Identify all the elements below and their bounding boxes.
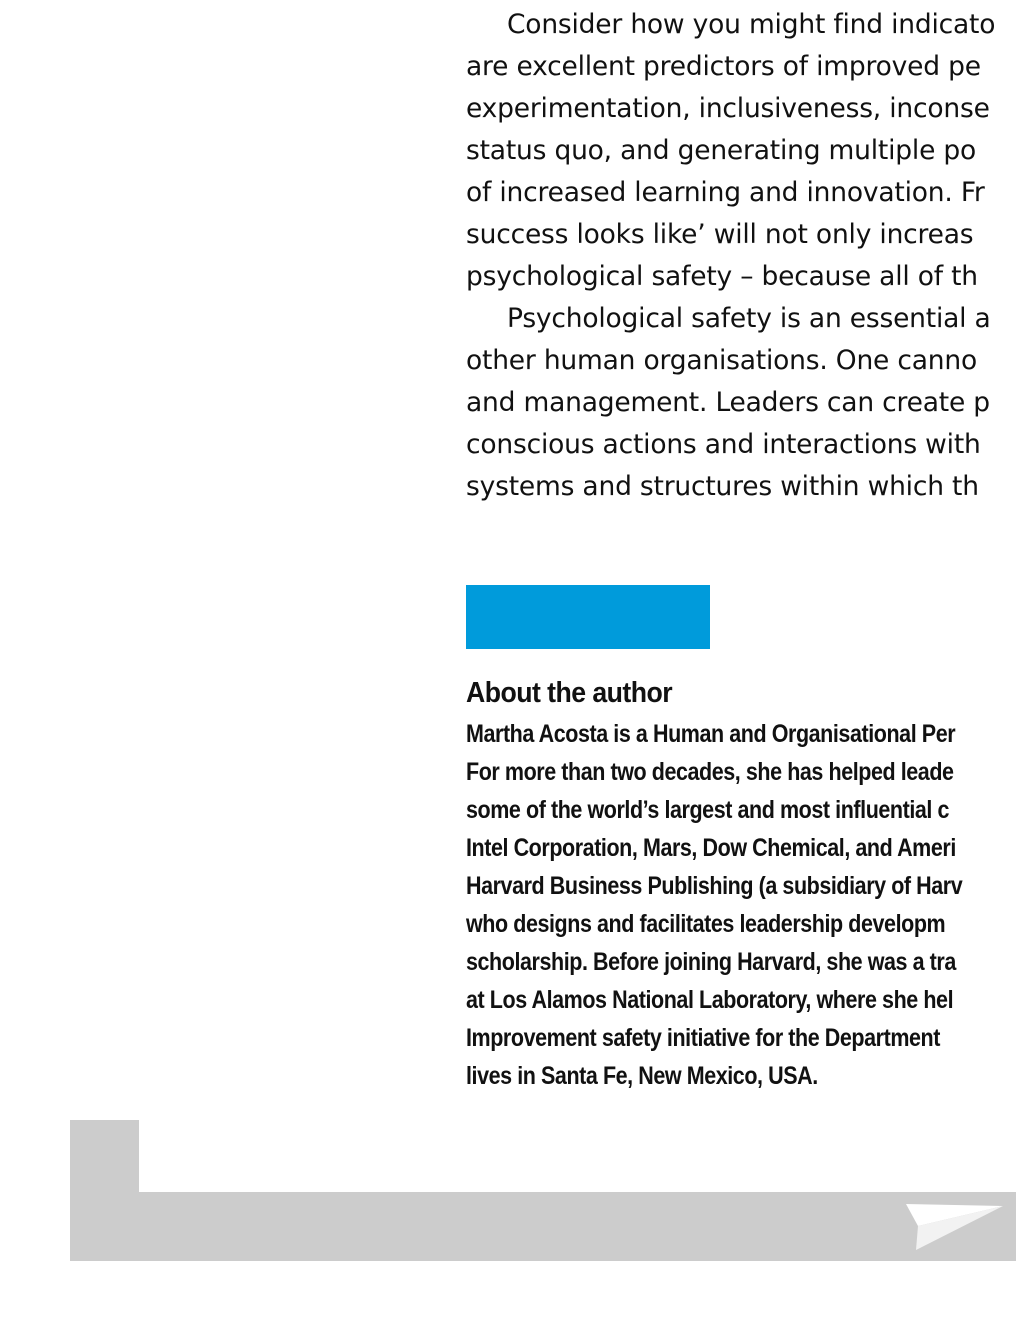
text-line: of increased learning and innovation. Fr <box>466 177 985 208</box>
article-body <box>466 0 1024 508</box>
footer-band <box>70 1120 1016 1261</box>
text-line: Consider how you might find indicato <box>507 9 996 40</box>
text-line: status quo, and generating multiple po <box>466 135 977 166</box>
author-heading: About the author <box>466 677 673 709</box>
bio-line: Intel Corporation, Mars, Dow Chemical, and Ameri <box>466 834 956 862</box>
paragraph-1 <box>466 0 1024 298</box>
text-line: Psychological safety is an essential a <box>507 303 991 334</box>
text-line: are excellent predictors of improved pe <box>466 51 981 82</box>
text-line: other human organisations. One canno <box>466 345 977 376</box>
text-line: psychological safety – because all of th <box>466 261 978 292</box>
text-line: and management. Leaders can create p <box>466 387 990 418</box>
bio-line: Martha Acosta is a Human and Organisational Per <box>466 720 956 748</box>
bio-line: Harvard Business Publishing (a subsidiary of Harv <box>466 872 963 900</box>
accent-bar <box>466 585 710 649</box>
paragraph-2 <box>466 298 1024 508</box>
bio-line: who designs and facilitates leadership developm <box>466 910 946 938</box>
bio-line: scholarship. Before joining Harvard, she was a tra <box>466 948 956 976</box>
text-line: conscious actions and interactions with <box>466 429 981 460</box>
bio-line: For more than two decades, she has helped leade <box>466 758 954 786</box>
text-line: experimentation, inclusiveness, inconse <box>466 93 990 124</box>
bio-line: at Los Alamos National Laboratory, where she hel <box>466 986 954 1014</box>
bio-line: Improvement safety initiative for the Department <box>466 1024 940 1052</box>
bio-line: lives in Santa Fe, New Mexico, USA. <box>466 1062 818 1090</box>
text-line: success looks like’ will not only increas <box>466 219 974 250</box>
author-bio <box>466 715 962 1095</box>
text-line: systems and structures within which th <box>466 471 979 502</box>
bio-line: some of the world’s largest and most influential c <box>466 796 950 824</box>
footer-graphic <box>70 1120 1016 1261</box>
